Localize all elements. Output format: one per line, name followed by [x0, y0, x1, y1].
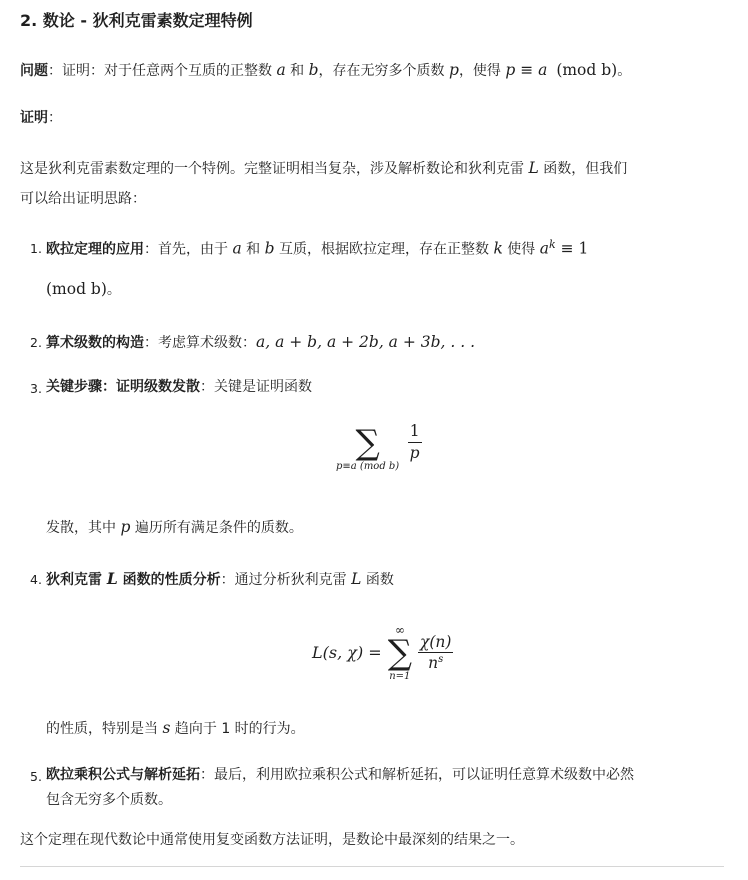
- list-number: 5.: [30, 769, 42, 784]
- step-text: 。: [106, 282, 121, 298]
- equation-lhs: L(s, χ) =: [312, 643, 382, 663]
- list-item-continuation: [46, 277, 121, 302]
- list-number: 1.: [30, 241, 42, 256]
- math-congruence: p ≡ a: [505, 61, 548, 79]
- step-text: 的性质，特别是当: [46, 721, 163, 737]
- math-var: k: [493, 239, 503, 258]
- display-equation-dirichlet: [312, 624, 453, 682]
- fraction-denominator: p: [409, 443, 420, 462]
- math-mod: (mod b): [556, 61, 618, 79]
- math-superscript: k: [549, 238, 556, 251]
- list-item: [46, 567, 394, 592]
- step-text: 互质，根据欧拉定理，存在正整数: [274, 241, 494, 258]
- intro-paragraph: [20, 156, 627, 181]
- fraction: [418, 632, 453, 673]
- math-var: a: [232, 239, 242, 258]
- proof-label: 证明: [20, 110, 48, 126]
- divider: [20, 866, 724, 867]
- section-title: 2. 数论 - 狄利克雷素数定理特例: [20, 11, 253, 30]
- step-3-continuation: [46, 515, 303, 540]
- step-text: ：首先，由于: [144, 241, 233, 258]
- math-congruence: ≡ 1: [555, 239, 589, 258]
- display-equation-sum: [336, 422, 422, 472]
- math-var: L: [106, 569, 118, 588]
- step-text: 趋向于 1 时的行为。: [170, 721, 305, 737]
- summation-superscript: ∞: [394, 623, 405, 637]
- summation-sign: ∑: [387, 633, 412, 673]
- step-text: 函数: [361, 572, 394, 588]
- summation-subscript: n=1: [389, 671, 411, 682]
- denominator-base: n: [428, 654, 439, 673]
- step-text: ：考虑算术级数：: [144, 335, 256, 351]
- summation-sign: ∑: [355, 423, 380, 463]
- problem-statement: [20, 58, 631, 83]
- problem-text: 和: [285, 63, 309, 79]
- denominator-exponent: s: [438, 654, 444, 666]
- problem-text: ：证明：对于任意两个互质的正整数: [48, 63, 277, 79]
- step-text: 发散，其中: [46, 520, 121, 536]
- intro-text: 这是狄利克雷素数定理的一个特例。完整证明相当复杂，涉及解析数论和狄利克雷: [20, 161, 529, 177]
- problem-text: ，使得: [458, 63, 506, 79]
- math-var: b: [264, 239, 275, 258]
- summation-subscript: p≡a (mod b): [336, 461, 400, 472]
- list-item: [46, 376, 312, 398]
- list-number: 4.: [30, 572, 42, 587]
- list-item: [46, 764, 634, 786]
- conclusion-paragraph: 这个定理在现代数论中通常使用复变函数方法证明，是数论中最深刻的结果之一。: [20, 832, 524, 848]
- problem-text: ，存在无穷多个质数: [318, 63, 449, 79]
- math-var: L: [528, 159, 539, 177]
- list-item: [46, 236, 588, 261]
- math-var: p: [120, 518, 131, 536]
- math-var: s: [162, 719, 171, 737]
- step-text: 使得: [502, 241, 540, 258]
- math-var: a: [276, 61, 286, 79]
- math-series: a, a + b, a + 2b, a + 3b, . . .: [256, 333, 476, 351]
- intro-line-2: 可以给出证明思路：: [20, 191, 146, 207]
- fraction: [408, 421, 422, 462]
- intro-text: 函数，但我们: [538, 161, 628, 177]
- step-text: 和: [241, 241, 265, 258]
- math-var: b: [308, 61, 319, 79]
- math-mod: (mod b): [46, 280, 107, 298]
- math-var: p: [449, 61, 459, 79]
- step-text: 遍历所有满足条件的质数。: [130, 520, 303, 536]
- step-title: 函数的性质分析: [117, 572, 221, 588]
- step-text: ：通过分析狄利克雷: [220, 572, 352, 588]
- step-text: ：最后，利用欧拉乘积公式和解析延拓，可以证明任意算术级数中必然: [200, 767, 634, 783]
- problem-text: 。: [617, 63, 632, 79]
- list-number: 3.: [30, 381, 42, 396]
- step-title: 欧拉定理的应用: [46, 241, 144, 258]
- step-title: 狄利克雷: [46, 572, 107, 588]
- math-var: a: [539, 239, 550, 258]
- step-title: 关键步骤：证明级数发散: [46, 379, 200, 395]
- proof-heading: [20, 107, 62, 129]
- step-text: ：关键是证明函数: [200, 379, 312, 395]
- step-4-continuation: [46, 716, 305, 741]
- step-title: 算术级数的构造: [46, 335, 144, 351]
- fraction-denominator: [418, 653, 453, 673]
- list-item: [46, 330, 475, 355]
- fraction-numerator: 1: [408, 421, 422, 442]
- step-title: 欧拉乘积公式与解析延拓: [46, 767, 200, 783]
- math-var: L: [351, 570, 362, 588]
- fraction-numerator: χ(n): [418, 632, 453, 653]
- step-5-continuation: 包含无穷多个质数。: [46, 792, 172, 808]
- list-number: 2.: [30, 335, 42, 350]
- problem-label: 问题: [20, 63, 48, 79]
- proof-colon: ：: [48, 110, 62, 126]
